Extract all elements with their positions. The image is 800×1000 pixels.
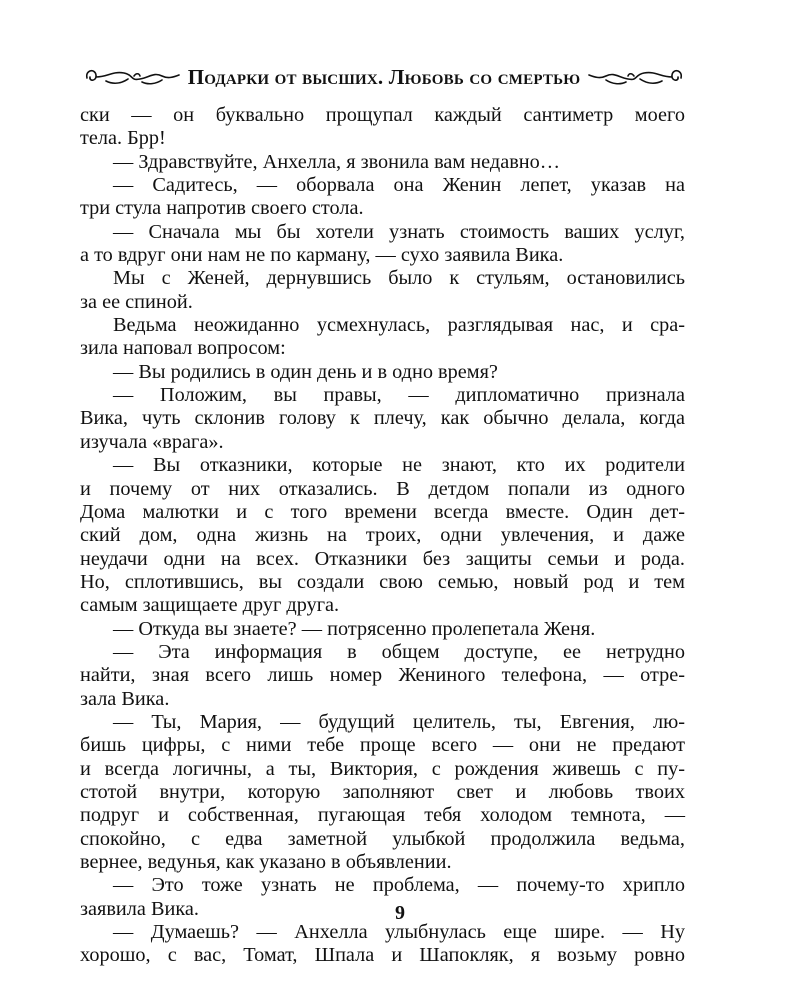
text-line: — Откуда вы знаете? — потрясенно пролепетала Женя. [113,617,596,640]
right-flourish-ornament-icon [586,64,686,90]
text-line: бишь цифры, с ними тебе проще всего — они не предают [80,734,685,757]
text-line: и почему от них отказались. В детдом попали из одного [80,477,685,500]
text-line: — Ты, Мария, — будущий целитель, ты, Евгения, лю- [113,710,685,733]
text-line: стотой внутри, которую заполняют свет и любовь твоих [80,780,685,803]
text-line: — Вы родились в один день и в одно время? [113,360,498,383]
text-line: Вика, чуть склонив голову к плечу, как обычно делала, когда [80,407,685,430]
text-line: ский дом, одна жизнь на троих, одни увлечения, и даже [80,524,685,547]
text-line: — Вы отказники, которые не знают, кто их родители [113,454,685,477]
text-line: Но, сплотившись, вы создали свою семью, новый род и тем [80,570,685,593]
text-line: спокойно, с едва заметной улыбкой продолжила ведьма, [80,827,685,850]
text-line: — Сначала мы бы хотели узнать стоимость ваших услуг, [113,220,685,243]
text-line: Ведьма неожиданно усмехнулась, разглядывая нас, и сра- [113,314,685,337]
text-line: Мы с Женей, дернувшись было к стульям, остановились [113,267,685,290]
text-line: три стула напротив своего стола. [80,197,364,220]
text-line: изучала «врага». [80,430,224,453]
text-line: Дома малютки и с того времени всегда вместе. Один дет- [80,500,685,523]
text-line: за ее спиной. [80,290,193,313]
text-line: — Думаешь? — Анхелла улыбнулась еще шире. — Ну [113,921,685,944]
text-line: зала Вика. [80,687,170,710]
text-line: самым защищаете друг друга. [80,594,340,617]
text-line: неудачи одни на всех. Отказники без защиты семьи и рода. [80,547,685,570]
text-line: — Садитесь, — оборвала она Женин лепет, указав на [113,174,685,197]
text-line: вернее, ведунья, как указано в объявлении. [80,851,452,873]
text-line: подруг и собственная, пугающая тебя холодом темнота, — [80,804,685,827]
text-line: а то вдруг они нам не по карману, — сухо заявила Вика. [80,244,564,267]
running-header [80,62,688,92]
text-line: зила наповал вопросом: [80,337,286,360]
text-line: — Эта информация в общем доступе, ее нетрудно [113,640,685,663]
text-line: — Положим, вы правы, — дипломатично признала [113,384,685,407]
left-flourish-ornament-icon [82,64,182,90]
text-line: найти, зная всего лишь номер Жениного телефона, — отре- [80,664,685,687]
text-line: — Здравствуйте, Анхелла, я звонила вам недавно… [113,150,561,173]
text-line: и всегда логичны, а ты, Виктория, с рождения живешь с пу- [80,757,685,780]
body-text [80,104,685,968]
page-number: 9 [395,902,405,924]
running-title: Подарки от высших. Любовь со смертью [187,64,581,89]
text-line: заявила Вика. [80,897,199,920]
text-line: — Это тоже узнать не проблема, — почему-то хрипло [113,874,685,897]
text-line: тела. Брр! [80,127,166,150]
text-line: ски — он буквально прощупал каждый сантиметр моего [80,104,685,126]
text-line: хорошо, с вас, Томат, Шпала и Шапокляк, я возьму ровно [80,944,685,967]
